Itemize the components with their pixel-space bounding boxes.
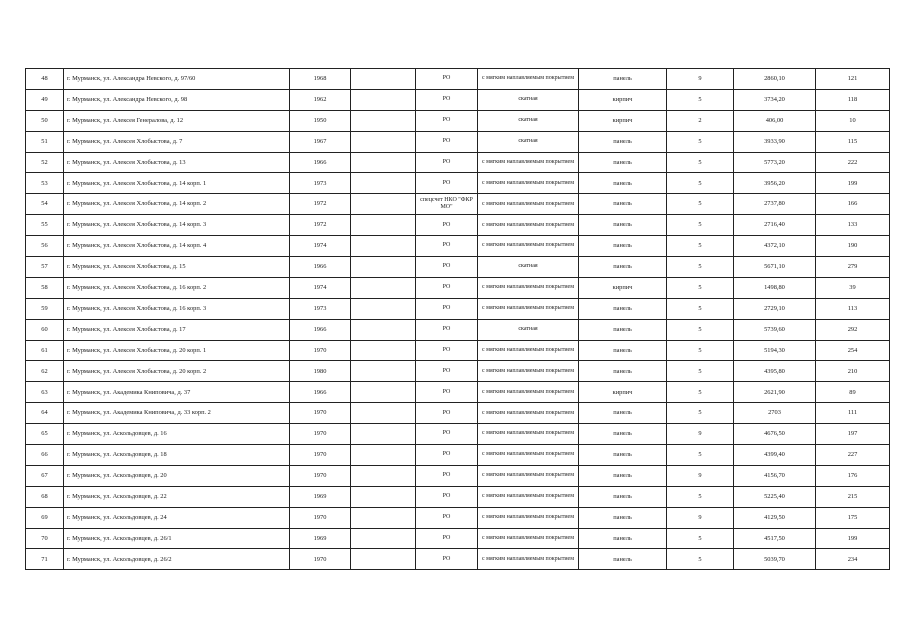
fund-owner-cell: РО (416, 277, 478, 298)
floors-cell: 5 (667, 361, 734, 382)
year-built-cell: 1968 (290, 69, 351, 90)
roof-type-cell: скатная (478, 89, 579, 110)
residents-cell: 227 (816, 445, 890, 466)
roof-type-cell: скатная (478, 131, 579, 152)
row-number-cell: 63 (26, 382, 64, 403)
fund-owner-cell: РО (416, 236, 478, 257)
wall-material-cell: панель (579, 465, 667, 486)
floors-cell: 9 (667, 507, 734, 528)
table-row (26, 257, 890, 278)
table-row (26, 528, 890, 549)
residents-cell: 111 (816, 403, 890, 424)
residents-cell: 292 (816, 319, 890, 340)
wall-material-cell: панель (579, 215, 667, 236)
floors-cell: 5 (667, 215, 734, 236)
area-cell: 2737,80 (734, 194, 816, 215)
address-cell: г. Мурманск, ул. Алексея Хлобыстова, д. 14 корп. 2 (64, 194, 290, 215)
row-number-cell: 70 (26, 528, 64, 549)
year-built-cell: 1973 (290, 298, 351, 319)
row-number-cell: 65 (26, 424, 64, 445)
empty-cell (351, 319, 416, 340)
row-number-cell: 59 (26, 298, 64, 319)
area-cell: 4395,80 (734, 361, 816, 382)
wall-material-cell: панель (579, 69, 667, 90)
empty-cell (351, 277, 416, 298)
area-cell: 1498,80 (734, 277, 816, 298)
fund-owner-cell: РО (416, 173, 478, 194)
year-built-cell: 1972 (290, 194, 351, 215)
residents-cell: 197 (816, 424, 890, 445)
wall-material-cell: кирпич (579, 277, 667, 298)
table-row (26, 465, 890, 486)
wall-material-cell: панель (579, 507, 667, 528)
fund-owner-cell: РО (416, 110, 478, 131)
table-row (26, 340, 890, 361)
residents-cell: 254 (816, 340, 890, 361)
row-number-cell: 61 (26, 340, 64, 361)
address-cell: г. Мурманск, ул. Александра Невского, д. 97/60 (64, 69, 290, 90)
row-number-cell: 48 (26, 69, 64, 90)
roof-type-cell: с мягким наплавляемым покрытием (478, 382, 579, 403)
fund-owner-cell: РО (416, 340, 478, 361)
year-built-cell: 1970 (290, 445, 351, 466)
table-row (26, 486, 890, 507)
address-cell: г. Мурманск, ул. Алексея Хлобыстова, д. 14 корп. 4 (64, 236, 290, 257)
address-cell: г. Мурманск, ул. Алексея Хлобыстова, д. 14 корп. 3 (64, 215, 290, 236)
row-number-cell: 54 (26, 194, 64, 215)
fund-owner-cell: РО (416, 361, 478, 382)
address-cell: г. Мурманск, ул. Аскольдовцев, д. 24 (64, 507, 290, 528)
address-cell: г. Мурманск, ул. Аскольдовцев, д. 26/2 (64, 549, 290, 570)
area-cell: 2716,40 (734, 215, 816, 236)
table-row (26, 131, 890, 152)
address-cell: г. Мурманск, ул. Алексея Хлобыстова, д. 17 (64, 319, 290, 340)
floors-cell: 9 (667, 69, 734, 90)
residents-cell: 10 (816, 110, 890, 131)
residents-cell: 121 (816, 69, 890, 90)
empty-cell (351, 215, 416, 236)
table-row (26, 445, 890, 466)
floors-cell: 5 (667, 549, 734, 570)
empty-cell (351, 465, 416, 486)
area-cell: 3734,20 (734, 89, 816, 110)
empty-cell (351, 110, 416, 131)
address-cell: г. Мурманск, ул. Алексея Хлобыстова, д. 16 корп. 2 (64, 277, 290, 298)
floors-cell: 5 (667, 298, 734, 319)
roof-type-cell: скатная (478, 257, 579, 278)
roof-type-cell: с мягким наплавляемым покрытием (478, 507, 579, 528)
floors-cell: 5 (667, 319, 734, 340)
wall-material-cell: панель (579, 194, 667, 215)
address-cell: г. Мурманск, ул. Алексея Хлобыстова, д. 13 (64, 152, 290, 173)
table-row (26, 319, 890, 340)
area-cell: 2621,90 (734, 382, 816, 403)
year-built-cell: 1962 (290, 89, 351, 110)
roof-type-cell: с мягким наплавляемым покрытием (478, 549, 579, 570)
year-built-cell: 1972 (290, 215, 351, 236)
wall-material-cell: кирпич (579, 110, 667, 131)
year-built-cell: 1967 (290, 131, 351, 152)
area-cell: 2729,10 (734, 298, 816, 319)
floors-cell: 5 (667, 445, 734, 466)
row-number-cell: 52 (26, 152, 64, 173)
year-built-cell: 1966 (290, 382, 351, 403)
table-row (26, 403, 890, 424)
table-row (26, 361, 890, 382)
roof-type-cell: с мягким наплавляемым покрытием (478, 236, 579, 257)
empty-cell (351, 424, 416, 445)
empty-cell (351, 340, 416, 361)
housing-registry-table (25, 68, 890, 570)
residents-cell: 199 (816, 173, 890, 194)
fund-owner-cell: РО (416, 319, 478, 340)
year-built-cell: 1970 (290, 424, 351, 445)
wall-material-cell: панель (579, 319, 667, 340)
residents-cell: 222 (816, 152, 890, 173)
address-cell: г. Мурманск, ул. Алексея Хлобыстова, д. 14 корп. 1 (64, 173, 290, 194)
roof-type-cell: с мягким наплавляемым покрытием (478, 528, 579, 549)
residents-cell: 190 (816, 236, 890, 257)
year-built-cell: 1970 (290, 340, 351, 361)
table-row (26, 194, 890, 215)
year-built-cell: 1966 (290, 257, 351, 278)
table-row (26, 236, 890, 257)
fund-owner-cell: РО (416, 465, 478, 486)
roof-type-cell: с мягким наплавляемым покрытием (478, 424, 579, 445)
wall-material-cell: панель (579, 173, 667, 194)
row-number-cell: 49 (26, 89, 64, 110)
empty-cell (351, 403, 416, 424)
empty-cell (351, 361, 416, 382)
empty-cell (351, 236, 416, 257)
fund-owner-cell: РО (416, 131, 478, 152)
residents-cell: 176 (816, 465, 890, 486)
empty-cell (351, 445, 416, 466)
roof-type-cell: с мягким наплавляемым покрытием (478, 215, 579, 236)
empty-cell (351, 382, 416, 403)
fund-owner-cell: РО (416, 486, 478, 507)
address-cell: г. Мурманск, ул. Александра Невского, д. 98 (64, 89, 290, 110)
floors-cell: 5 (667, 340, 734, 361)
residents-cell: 175 (816, 507, 890, 528)
row-number-cell: 51 (26, 131, 64, 152)
roof-type-cell: с мягким наплавляемым покрытием (478, 298, 579, 319)
residents-cell: 215 (816, 486, 890, 507)
residents-cell: 118 (816, 89, 890, 110)
fund-owner-cell: РО (416, 424, 478, 445)
year-built-cell: 1973 (290, 173, 351, 194)
address-cell: г. Мурманск, ул. Аскольдовцев, д. 20 (64, 465, 290, 486)
row-number-cell: 68 (26, 486, 64, 507)
wall-material-cell: панель (579, 257, 667, 278)
roof-type-cell: с мягким наплавляемым покрытием (478, 340, 579, 361)
area-cell: 2860,10 (734, 69, 816, 90)
table-body (26, 69, 890, 570)
empty-cell (351, 507, 416, 528)
fund-owner-cell: РО (416, 382, 478, 403)
area-cell: 4129,50 (734, 507, 816, 528)
floors-cell: 5 (667, 257, 734, 278)
empty-cell (351, 173, 416, 194)
floors-cell: 5 (667, 89, 734, 110)
wall-material-cell: панель (579, 403, 667, 424)
row-number-cell: 66 (26, 445, 64, 466)
wall-material-cell: панель (579, 298, 667, 319)
area-cell: 4676,50 (734, 424, 816, 445)
area-cell: 5225,40 (734, 486, 816, 507)
row-number-cell: 50 (26, 110, 64, 131)
address-cell: г. Мурманск, ул. Аскольдовцев, д. 16 (64, 424, 290, 445)
year-built-cell: 1970 (290, 549, 351, 570)
floors-cell: 5 (667, 131, 734, 152)
floors-cell: 5 (667, 236, 734, 257)
empty-cell (351, 194, 416, 215)
residents-cell: 133 (816, 215, 890, 236)
floors-cell: 5 (667, 528, 734, 549)
table-row (26, 298, 890, 319)
wall-material-cell: панель (579, 424, 667, 445)
floors-cell: 5 (667, 152, 734, 173)
wall-material-cell: панель (579, 486, 667, 507)
area-cell: 5194,30 (734, 340, 816, 361)
year-built-cell: 1970 (290, 507, 351, 528)
empty-cell (351, 528, 416, 549)
wall-material-cell: панель (579, 131, 667, 152)
wall-material-cell: панель (579, 152, 667, 173)
floors-cell: 9 (667, 465, 734, 486)
table-row (26, 424, 890, 445)
row-number-cell: 67 (26, 465, 64, 486)
table-row (26, 89, 890, 110)
empty-cell (351, 152, 416, 173)
roof-type-cell: с мягким наплавляемым покрытием (478, 152, 579, 173)
roof-type-cell: с мягким наплавляемым покрытием (478, 173, 579, 194)
empty-cell (351, 257, 416, 278)
empty-cell (351, 89, 416, 110)
fund-owner-cell: РО (416, 152, 478, 173)
area-cell: 5671,10 (734, 257, 816, 278)
empty-cell (351, 69, 416, 90)
area-cell: 4156,70 (734, 465, 816, 486)
year-built-cell: 1970 (290, 465, 351, 486)
wall-material-cell: кирпич (579, 382, 667, 403)
residents-cell: 166 (816, 194, 890, 215)
fund-owner-cell: РО (416, 298, 478, 319)
wall-material-cell: панель (579, 236, 667, 257)
area-cell: 4399,40 (734, 445, 816, 466)
area-cell: 5039,70 (734, 549, 816, 570)
address-cell: г. Мурманск, ул. Академика Книповича, д. 33 корп. 2 (64, 403, 290, 424)
address-cell: г. Мурманск, ул. Алексея Хлобыстова, д. 20 корп. 2 (64, 361, 290, 382)
residents-cell: 234 (816, 549, 890, 570)
area-cell: 4372,10 (734, 236, 816, 257)
floors-cell: 5 (667, 194, 734, 215)
roof-type-cell: с мягким наплавляемым покрытием (478, 277, 579, 298)
floors-cell: 2 (667, 110, 734, 131)
floors-cell: 5 (667, 382, 734, 403)
wall-material-cell: панель (579, 549, 667, 570)
floors-cell: 5 (667, 403, 734, 424)
fund-owner-cell: РО (416, 445, 478, 466)
roof-type-cell: с мягким наплавляемым покрытием (478, 465, 579, 486)
empty-cell (351, 131, 416, 152)
row-number-cell: 60 (26, 319, 64, 340)
row-number-cell: 53 (26, 173, 64, 194)
table-row (26, 173, 890, 194)
floors-cell: 5 (667, 486, 734, 507)
year-built-cell: 1969 (290, 528, 351, 549)
row-number-cell: 69 (26, 507, 64, 528)
floors-cell: 9 (667, 424, 734, 445)
year-built-cell: 1969 (290, 486, 351, 507)
address-cell: г. Мурманск, ул. Алексея Хлобыстова, д. 16 корп. 3 (64, 298, 290, 319)
area-cell: 3933,90 (734, 131, 816, 152)
area-cell: 3956,20 (734, 173, 816, 194)
area-cell: 5739,60 (734, 319, 816, 340)
fund-owner-cell: РО (416, 403, 478, 424)
address-cell: г. Мурманск, ул. Академика Книповича, д. 37 (64, 382, 290, 403)
empty-cell (351, 298, 416, 319)
roof-type-cell: с мягким наплавляемым покрытием (478, 194, 579, 215)
residents-cell: 89 (816, 382, 890, 403)
fund-owner-cell: РО (416, 549, 478, 570)
address-cell: г. Мурманск, ул. Алексея Генералова, д. 12 (64, 110, 290, 131)
area-cell: 2703 (734, 403, 816, 424)
row-number-cell: 57 (26, 257, 64, 278)
row-number-cell: 62 (26, 361, 64, 382)
row-number-cell: 58 (26, 277, 64, 298)
area-cell: 406,00 (734, 110, 816, 131)
wall-material-cell: панель (579, 445, 667, 466)
year-built-cell: 1980 (290, 361, 351, 382)
year-built-cell: 1966 (290, 152, 351, 173)
roof-type-cell: с мягким наплавляемым покрытием (478, 361, 579, 382)
roof-type-cell: с мягким наплавляемым покрытием (478, 486, 579, 507)
row-number-cell: 71 (26, 549, 64, 570)
table-row (26, 215, 890, 236)
residents-cell: 39 (816, 277, 890, 298)
table-row (26, 382, 890, 403)
table-row (26, 549, 890, 570)
wall-material-cell: панель (579, 340, 667, 361)
table-row (26, 507, 890, 528)
fund-owner-cell: РО (416, 69, 478, 90)
residents-cell: 279 (816, 257, 890, 278)
residents-cell: 113 (816, 298, 890, 319)
year-built-cell: 1966 (290, 319, 351, 340)
table-row (26, 277, 890, 298)
row-number-cell: 55 (26, 215, 64, 236)
address-cell: г. Мурманск, ул. Аскольдовцев, д. 26/1 (64, 528, 290, 549)
roof-type-cell: с мягким наплавляемым покрытием (478, 403, 579, 424)
fund-owner-cell: РО (416, 89, 478, 110)
fund-owner-cell: РО (416, 257, 478, 278)
fund-owner-cell: РО (416, 215, 478, 236)
roof-type-cell: с мягким наплавляемым покрытием (478, 69, 579, 90)
wall-material-cell: панель (579, 361, 667, 382)
empty-cell (351, 549, 416, 570)
floors-cell: 5 (667, 173, 734, 194)
fund-owner-cell: РО (416, 528, 478, 549)
residents-cell: 210 (816, 361, 890, 382)
wall-material-cell: панель (579, 528, 667, 549)
roof-type-cell: скатная (478, 110, 579, 131)
row-number-cell: 56 (26, 236, 64, 257)
year-built-cell: 1970 (290, 403, 351, 424)
fund-owner-cell: спецсчет НКО "ФКР МО" (416, 194, 478, 215)
area-cell: 4517,50 (734, 528, 816, 549)
table-row (26, 110, 890, 131)
area-cell: 5773,20 (734, 152, 816, 173)
roof-type-cell: скатная (478, 319, 579, 340)
row-number-cell: 64 (26, 403, 64, 424)
floors-cell: 5 (667, 277, 734, 298)
year-built-cell: 1974 (290, 236, 351, 257)
wall-material-cell: кирпич (579, 89, 667, 110)
address-cell: г. Мурманск, ул. Алексея Хлобыстова, д. 7 (64, 131, 290, 152)
address-cell: г. Мурманск, ул. Аскольдовцев, д. 18 (64, 445, 290, 466)
address-cell: г. Мурманск, ул. Алексея Хлобыстова, д. 20 корп. 1 (64, 340, 290, 361)
year-built-cell: 1974 (290, 277, 351, 298)
year-built-cell: 1950 (290, 110, 351, 131)
residents-cell: 115 (816, 131, 890, 152)
empty-cell (351, 486, 416, 507)
table-row (26, 152, 890, 173)
address-cell: г. Мурманск, ул. Алексея Хлобыстова, д. 15 (64, 257, 290, 278)
residents-cell: 199 (816, 528, 890, 549)
fund-owner-cell: РО (416, 507, 478, 528)
table-row (26, 69, 890, 90)
address-cell: г. Мурманск, ул. Аскольдовцев, д. 22 (64, 486, 290, 507)
roof-type-cell: с мягким наплавляемым покрытием (478, 445, 579, 466)
